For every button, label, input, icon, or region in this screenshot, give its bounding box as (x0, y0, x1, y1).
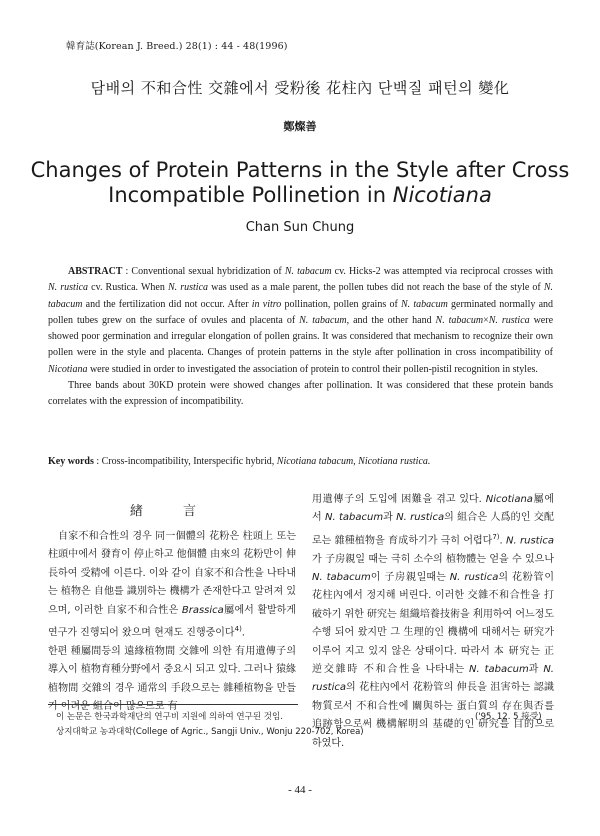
abstract-label: ABSTRACT (68, 266, 123, 277)
page-number: - 44 - (288, 784, 312, 796)
left-column-text: 自家不和合性의 경우 同一個體의 花粉은 柱頭上 또는 柱頭中에서 發育이 停止하고 他個體 由來의 花粉만이 伸長하여 受精에 이른다. 이와 같이 自家不和合性을 나타내는 植物은 自他를 識別하는 機構가 존재한다고 알려져 있으며, 이러한 自家不和合性은 Brassica屬에서 활발하게 연구가 진행되어 왔으며 현재도 진행중이다$^{4)}$. 한편 種屬間등의 遠緣植物間 交雜에 의한 有用遺傳子의 導入이 植物育種分野에서 중요시 되고 있다. 그러나 猿緣植物間 交雜의 경우 通常의 手段으로는 雜種植物을 만들기 어려운 組合이 많으므로 有 (48, 531, 296, 712)
abstract-body-1: Conventional sexual hybridization of N. tabacum cv. Hicks-2 was attempted via reciprocal crosses with N. rustica cv. Rustica. When N. rustica was used as a male parent, the pollen tubes did not reach the base of the style of N. tabacum and the fertilization did not occur. After in vitro pollination, pollen grains of N. tabacum germinated normally and pollen tubes grew on the surface of ovules and placenta of N. tabacum, and the other hand N. tabacum×N. rustica were showed poor germination and irregular elongation of pollen grains. It was considered that mechanism to recognize their own pollen were in the style and placenta. Changes of protein patterns in the style after pollination in cross incompatibility of Nicotiana were studied in order to investigated the association of protein to control their pollen-pistil recognition in styles. (48, 266, 554, 375)
abstract-paragraph-1 (48, 264, 553, 378)
keywords-label: Key words (48, 456, 94, 467)
footnote-divider (48, 704, 298, 705)
english-title-genus: Nicotiana (392, 183, 492, 207)
right-column-text: 用遺傳子의 도입에 困難을 겪고 있다. Nicotiana屬에서 N. tabacum과 N. rustica의 組合은 人爲的인 交配로는 雜種植物을 育成하기가 극히 어렵다$^{7)}$. N. rustica가 子房親일 때는 극히 소수의 植物體는 얻을 수 있으나 N. tabacum이 子房親일때는 N. rustica의 花粉管이 花柱內에서 정지해 버린다. 이러한 交雜不和合性을 打破하기 위한 研究는 組織培養技術을 利用하여 어느정도 수행 되어 왔지만 그 生理的인 機構에 대해서는 研究가 이루어 지고 있지 않은 상태이다. 따라서 本 研究는 正逆交雜時 不和合性을 나타내는 N. tabacum과 N. rustica의 花柱內에서 花粉管의 伸長을 沮害하는 認識物質로서 不和合性에 關與하는 蛋白質의 存在與否를 追跡함으로써 機構解明의 基礎的인 研究를 目的으로 하였다. (312, 494, 554, 749)
english-title-line1: Changes of Protein Patterns in the Style after Cross (30, 158, 570, 182)
english-title-line2-text: Incompatible Pollinetion in (108, 183, 393, 207)
abstract-separator: : (122, 266, 132, 277)
english-title (0, 158, 600, 208)
korean-title: 담배의 不和合性 交雜에서 受粉後 花柱內 단백질 패턴의 變化 (90, 79, 510, 97)
footnote-funding: 이 논문은 한국과학재단의 연구비 지원에 의하여 연구된 것임. (56, 712, 283, 722)
footnote-affiliation: 상지대학교 농과대학(College of Agric., Sangji Univ., Wonju 220-702, Korea) (56, 727, 364, 737)
keywords (48, 456, 553, 467)
keywords-separator: : (93, 456, 102, 467)
introduction-left-column (48, 528, 296, 716)
received-date: ('95. 12. 5 接受) (475, 712, 542, 722)
journal-citation: 韓育誌(Korean J. Breed.) 28(1) : 44 - 48(1996) (66, 41, 288, 52)
keywords-species: Nicotiana tabacum, Nicotiana rustica. (276, 456, 431, 467)
footnotes (56, 710, 364, 740)
section-heading: 緖 言 (129, 504, 215, 519)
english-title-line2 (0, 183, 600, 208)
abstract (48, 264, 553, 411)
korean-author: 鄭燦善 (283, 120, 317, 133)
abstract-paragraph-2: Three bands about 30KD protein were showed changes after pollination. It was considered that these protein bands correlates with the expression of incompatibility. (48, 380, 553, 408)
keywords-plain: Cross-incompatibility, Interspecific hybrid, (101, 456, 277, 467)
english-author: Chan Sun Chung (245, 220, 355, 235)
